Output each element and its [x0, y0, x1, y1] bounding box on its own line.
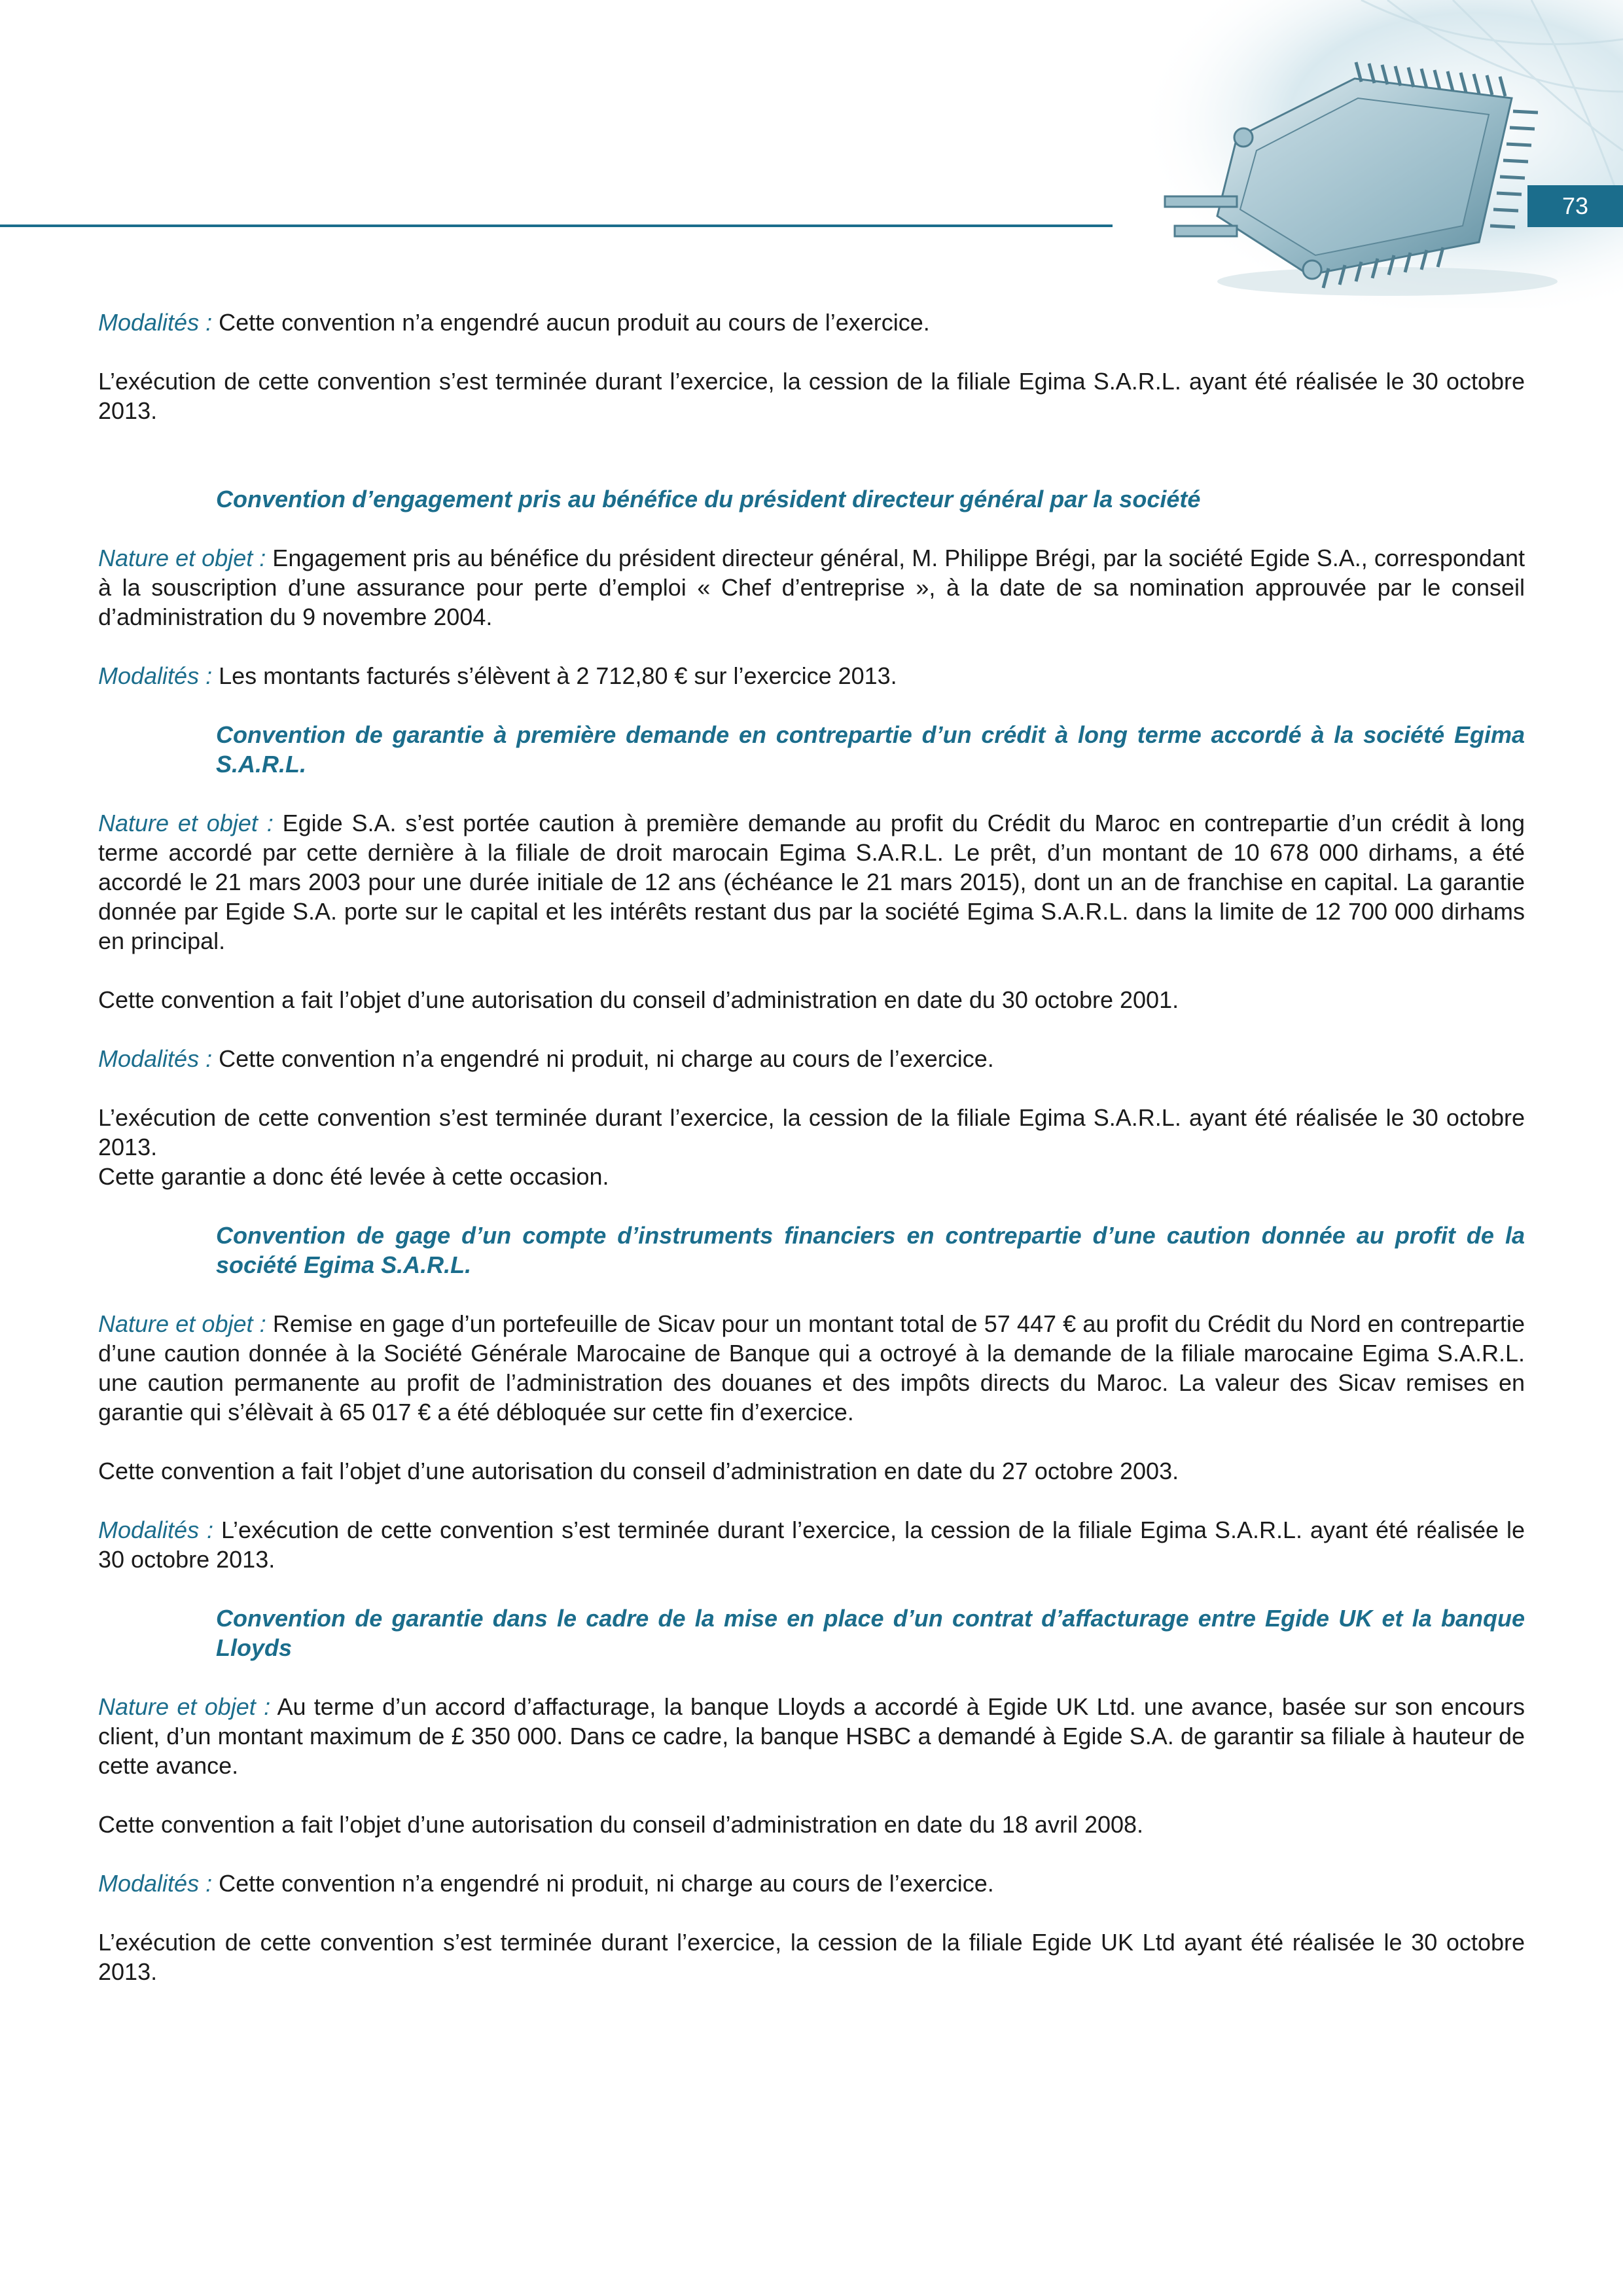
paragraph-text: L’exécution de cette convention s’est terminée durant l’exercice, la cession de la filiale Egima S.A.R.L. ayant été réalisée le 30 octobre 2013. — [98, 1104, 1525, 1160]
paragraph-label: Nature et objet : — [98, 810, 274, 836]
paragraph-text: Les montants facturés s’élèvent à 2 712,80 € sur l’exercice 2013. — [212, 662, 897, 689]
paragraph-text: L’exécution de cette convention s’est terminée durant l’exercice, la cession de la filiale Egima S.A.R.L. ayant été réalisée le 30 octobre 2013. — [98, 1516, 1525, 1573]
paragraph-text: Remise en gage d’un portefeuille de Sicav pour un montant total de 57 447 € au profit du Crédit du Nord en contrepartie d’une caution donnée à la Société Générale Marocaine de Banque qui a octroyé à la demande de la filiale marocaine Egima S.A.R.L. une caution permanente au profit de l’administration des douanes et des impôts directs du Maroc. La valeur des Sicav remises en garantie qui s’élèvait à 65 017 € a été débloquée sur cette fin d’exercice. — [98, 1310, 1525, 1426]
paragraph-text: Engagement pris au bénéfice du président directeur général, M. Philippe Brégi, par la société Egide S.A., correspondant à la souscription d’une assurance pour perte d’emploi « Chef d’entreprise », à la date de sa nomination approuvée par le conseil d’administration du 9 novembre 2004. — [98, 545, 1525, 630]
document-body — [98, 308, 1525, 2016]
paragraph-label: Nature et objet : — [98, 1693, 271, 1720]
paragraph-text: Cette convention n’a engendré aucun produit au cours de l’exercice. — [212, 309, 930, 336]
paragraph — [98, 1162, 1525, 1191]
paragraph — [98, 367, 1525, 425]
paragraph — [98, 1692, 1525, 1780]
header-rule — [0, 224, 1113, 227]
paragraph — [98, 1869, 1525, 1898]
paragraph-label: Modalités : — [98, 1045, 213, 1072]
paragraph — [98, 1044, 1525, 1073]
paragraph-label: Modalités : — [98, 1516, 214, 1543]
section-heading: Convention de gage d’un compte d’instruments financiers en contrepartie d’une caution donnée au profit de la société Egima S.A.R.L. — [216, 1222, 1525, 1278]
paragraph — [98, 1810, 1525, 1839]
paragraph-text: Cette convention a fait l’objet d’une autorisation du conseil d’administration en date du 27 octobre 2003. — [98, 1458, 1179, 1484]
paragraph-text: L’exécution de cette convention s’est terminée durant l’exercice, la cession de la filiale Egide UK Ltd ayant été réalisée le 30 octobre 2013. — [98, 1929, 1525, 1985]
paragraph-text: L’exécution de cette convention s’est terminée durant l’exercice, la cession de la filiale Egima S.A.R.L. ayant été réalisée le 30 octobre 2013. — [98, 368, 1525, 424]
paragraph-text: Cette garantie a donc été levée à cette occasion. — [98, 1163, 609, 1190]
paragraph-text: Egide S.A. s’est portée caution à première demande au profit du Crédit du Maroc en contrepartie d’un crédit à long terme accordé par cette dernière à la filiale de droit marocain Egima S.A.R.L. Le prêt, d’un montant de 10 678 000 dirhams, a été accordé le 21 mars 2003 pour une durée initiale de 12 ans (échéance le 21 mars 2015), dont un an de franchise en capital. La garantie donnée par Egide S.A. porte sur le capital et les intérêts restant dus par la société Egima S.A.R.L. dans la limite de 12 700 000 dirhams en principal. — [98, 810, 1525, 954]
paragraph — [98, 1309, 1525, 1427]
header-package-illustration — [1113, 0, 1623, 308]
paragraph — [98, 308, 1525, 337]
document-blocks — [98, 308, 1525, 1986]
section-heading: Convention de garantie à première demande en contrepartie d’un crédit à long terme accordé à la société Egima S.A.R.L. — [216, 721, 1525, 778]
section-heading: Convention d’engagement pris au bénéfice du président directeur général par la société — [216, 486, 1201, 512]
paragraph — [98, 543, 1525, 632]
paragraph — [98, 1103, 1525, 1162]
paragraph-text: Cette convention a fait l’objet d’une autorisation du conseil d’administration en date du 30 octobre 2001. — [98, 986, 1179, 1013]
paragraph — [98, 1456, 1525, 1486]
paragraph-label: Modalités : — [98, 662, 213, 689]
paragraph-text: Cette convention a fait l’objet d’une autorisation du conseil d’administration en date du 18 avril 2008. — [98, 1811, 1144, 1838]
paragraph-label: Nature et objet : — [98, 545, 266, 571]
paragraph-text: Cette convention n’a engendré ni produit, ni charge au cours de l’exercice. — [212, 1870, 994, 1897]
paragraph — [98, 1928, 1525, 1986]
paragraph-text: Au terme d’un accord d’affacturage, la banque Lloyds a accordé à Egide UK Ltd. une avance, basée sur son encours client, d’un montant maximum de £ 350 000. Dans ce cadre, la banque HSBC a demandé à Egide S.A. de garantir sa filiale à hauteur de cette avance. — [98, 1693, 1525, 1779]
paragraph — [98, 808, 1525, 956]
paragraph-label: Nature et objet : — [98, 1310, 266, 1337]
section-heading: Convention de garantie dans le cadre de la mise en place d’un contrat d’affacturage entre Egide UK et la banque Lloyds — [216, 1605, 1525, 1661]
paragraph-label: Modalités : — [98, 309, 213, 336]
paragraph — [98, 661, 1525, 691]
paragraph-text: Cette convention n’a engendré ni produit, ni charge au cours de l’exercice. — [212, 1045, 994, 1072]
paragraph — [98, 1515, 1525, 1574]
paragraph — [98, 985, 1525, 1014]
block-spacer — [98, 455, 1525, 484]
paragraph-label: Modalités : — [98, 1870, 213, 1897]
page-number: 73 — [1527, 185, 1623, 227]
